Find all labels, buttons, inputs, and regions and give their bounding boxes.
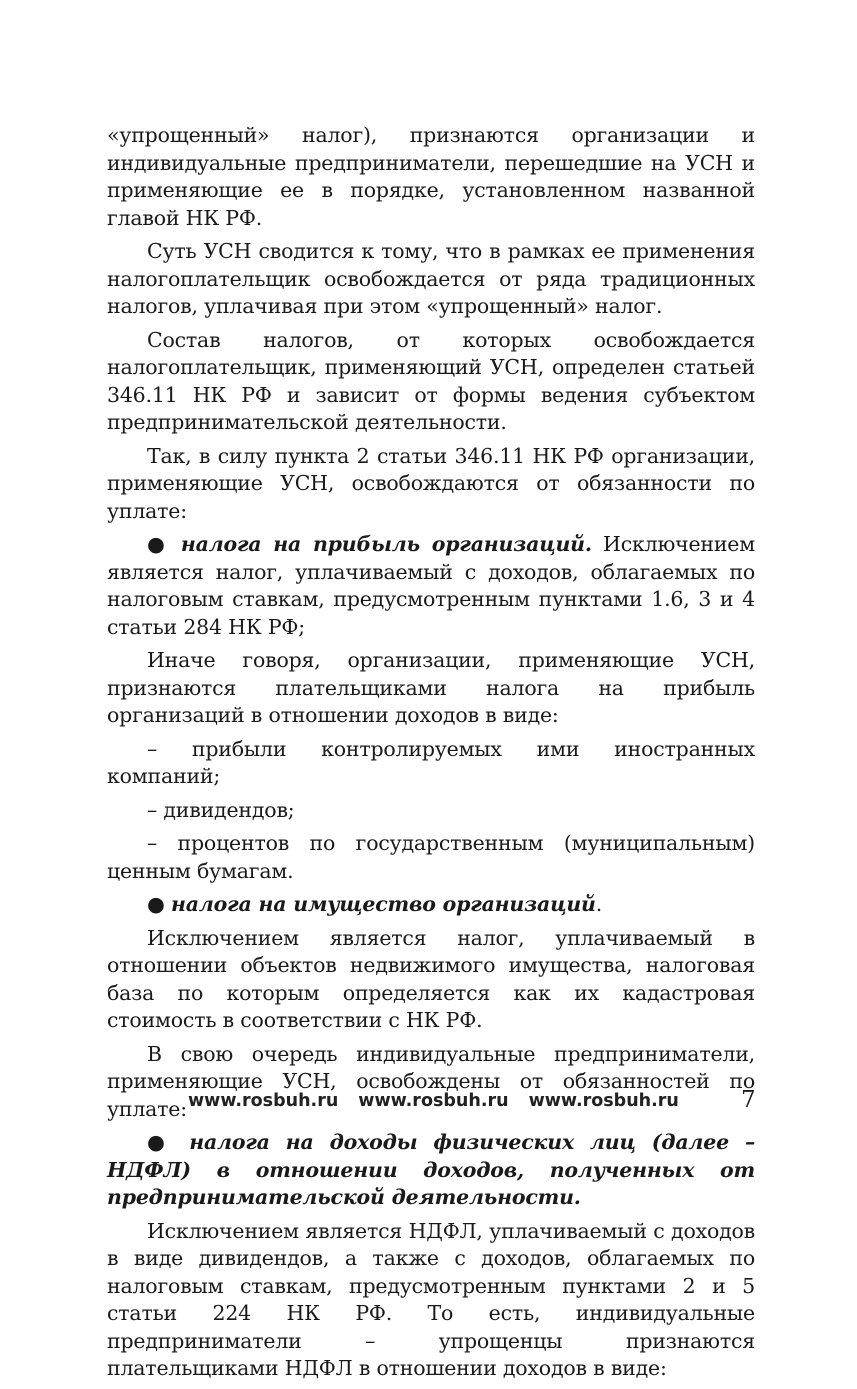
paragraph-text: Исключением является налог, уплачиваемый с доходов, облагаемых по налоговым ставкам, предусмотренным пунктами 1.6, 3 и 4 статьи 284 НК РФ; [107,532,755,639]
footer-urls [188,1091,699,1111]
paragraph: В свою очередь индивидуальные предприниматели, применяющие УСН, освобождены от обязанностей по уплате: [107,1041,755,1121]
bold-italic-term: налога на доходы физических лиц (далее – НДФЛ) в отношении доходов, полученных от предпринимательской деятельности. [107,1130,756,1209]
paragraph-text: . [595,892,603,916]
paragraph: Исключением является налог, уплачиваемый в отношении объектов недвижимого имущества, налоговая база по которым определяется как их кадастровая стоимость в соответствии с НК РФ. [107,925,755,1032]
bullet-paragraph [107,1129,755,1212]
bullet-icon: ● [147,532,170,556]
bullet-paragraph [107,531,755,641]
paragraph: Так, в силу пункта 2 статьи 346.11 НК РФ организации, применяющие УСН, освобождаются от обязанности по уплате: [107,443,755,523]
page-number: 7 [741,1087,756,1113]
bold-italic-term: налога на прибыль организаций. [180,532,592,556]
bold-italic-term: налога на имущество организаций [171,892,596,916]
list-item: – процентов по государственным (муниципальным) ценным бумагам. [107,831,755,883]
paragraph: Исключением является НДФЛ, уплачиваемый с доходов в виде дивидендов, а также с доходов, облагаемых по налоговым ставкам, предусмотренным пунктами 2 и 5 статьи 224 НК РФ. То есть, индивидуальные предприниматели – упрощенцы признаются плательщиками НДФЛ в отношении доходов в виде: [107,1218,755,1380]
paragraph: Иначе говоря, организации, применяющие УСН, признаются плательщиками налога на прибыль организаций в отношении доходов в виде: [107,648,755,727]
page-footer [0,1087,857,1121]
paragraph: «упрощенный» налог), признаются организации и индивидуальные предприниматели, перешедшие на УСН и применяющие ее в порядке, установленном названной главой НК РФ. [107,123,755,230]
footer-url-link[interactable]: www.rosbuh.ru [358,1091,509,1111]
list-item: – дивидендов; [147,797,295,822]
paragraph: Суть УСН сводится к тому, что в рамках ее применения налогоплательщик освобождается от ряда традиционных налогов, уплачивая при этом «упрощенный» налог. [107,239,755,318]
bullet-icon: ● [147,1130,174,1154]
list-item: – прибыли контролируемых ими иностранных компаний; [107,736,755,788]
footer-url-link[interactable]: www.rosbuh.ru [188,1091,339,1111]
paragraph: Состав налогов, от которых освобождается налогоплательщик, применяющий УСН, определен статьей 346.11 НК РФ и зависит от формы ведения субъектом предпринимательской деятельности. [107,327,755,434]
footer-url-link[interactable]: www.rosbuh.ru [528,1091,679,1111]
bullet-paragraph [107,891,755,919]
bullet-icon: ● [147,892,165,916]
body-text [107,122,755,1389]
